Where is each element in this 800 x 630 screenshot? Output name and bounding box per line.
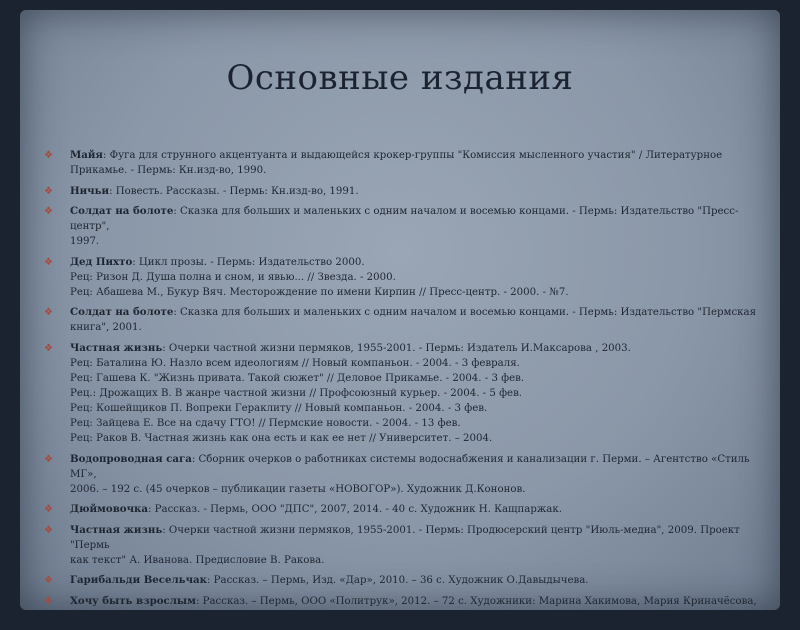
item-text: Рец: Раков В. Частная жизнь как она есть и как ее нет // Университет. – 2004. <box>70 432 493 444</box>
list-item <box>44 573 760 588</box>
bullet-icon: ❖ <box>44 307 53 319</box>
item-text: : Сказка для больших и маленьких с одним началом и восемью концами. - Пермь: Издательство "Пресс-центр", <box>70 206 739 233</box>
bullet-icon: ❖ <box>44 256 53 268</box>
item-text: : Сказка для больших и маленьких с одним началом и восемью концами. - Пермь: Издательство "Пермская <box>173 307 757 319</box>
item-line <box>70 452 760 482</box>
item-title: Хочу быть взрослым <box>70 594 196 607</box>
list-item <box>44 452 760 497</box>
item-text: Рец: Зайцева Е. Все на сдачу ГТО! // Пермские новости. - 2004. - 13 фев. <box>70 417 461 429</box>
item-line <box>70 148 760 163</box>
list-item <box>44 502 760 517</box>
item-text: : Рассказ. – Пермь, ООО «Политрук», 2012. – 72 с. Художники: Марина Хакимова, Мария Криначёсова, <box>195 595 757 607</box>
item-title: Частная жизнь <box>70 341 163 354</box>
item-title: Дюймовочка <box>70 503 148 516</box>
item-text: Прикамье. - Пермь: Кн.изд-во, 1990. <box>70 165 267 176</box>
list-item <box>44 255 760 300</box>
item-line <box>70 270 760 285</box>
item-text: книга", 2001. <box>70 322 142 334</box>
item-line <box>70 255 760 270</box>
item-text: Рец: Абашева М., Букур Вяч. Месторождение по имени Кирпин // Пресс-центр. - 2000. - №7. <box>70 286 569 298</box>
item-text: : Рассказ. – Пермь, Изд. «Дар», 2010. – 36 с. Художник О.Давыдычева. <box>207 575 589 587</box>
item-title: Майя <box>70 149 103 161</box>
item-title: Солдат на болоте <box>70 205 174 218</box>
item-line <box>70 356 760 371</box>
item-line <box>70 482 760 497</box>
bullet-icon: ❖ <box>44 595 53 607</box>
item-text: Рец: Баталина Ю. Назло всем идеологиям // Новый компаньон. - 2004. - 3 февраля. <box>70 357 520 369</box>
item-title: Солдат на болоте <box>70 306 174 319</box>
list-item <box>44 184 760 199</box>
item-line <box>70 234 760 249</box>
item-text: : Очерки частной жизни пермяков, 1955-2001. - Пермь: Издатель И.Максарова , 2003. <box>162 342 631 354</box>
item-line <box>70 431 760 446</box>
item-line <box>70 523 760 553</box>
item-line <box>70 609 760 624</box>
item-title: Ничьи <box>70 184 110 197</box>
item-line <box>70 341 760 356</box>
item-title: Гарибальди Весельчак <box>70 574 207 587</box>
list-item <box>44 305 760 335</box>
item-text: 2006. – 192 с. (45 очерков – публикации газеты «НОВОГОР»). Художник Д.Кононов. <box>70 483 526 495</box>
bullet-icon: ❖ <box>44 453 53 465</box>
item-title: Водопроводная сага <box>70 452 192 465</box>
bullet-icon: ❖ <box>44 150 53 161</box>
item-text: как текст" А. Иванова. Предисловие В. Ракова. <box>70 554 325 566</box>
item-text: : Цикл прозы. - Пермь: Издательство 2000. <box>132 256 365 268</box>
item-line <box>70 386 760 401</box>
item-text: : Сборник очерков о работниках системы водоснабжения и канализации г. Перми. – Агентство «Стиль МГ», <box>70 453 750 480</box>
item-text: 1997. <box>70 236 100 248</box>
item-text: : Повесть. Рассказы. - Пермь: Кн.изд-во, 1991. <box>109 185 359 197</box>
item-line <box>70 204 760 234</box>
item-text: Рец: Гашева К. "Жизнь привата. Такой сюжет" // Деловое Прикамье. - 2004. - 3 фев. <box>70 372 525 384</box>
item-title: Дед Пихто <box>70 255 133 268</box>
item-line <box>70 163 760 178</box>
item-title: Частная жизнь <box>70 523 163 536</box>
item-text: Рец: Кошейщиков П. Вопреки Гераклиту // Новый компаньон. - 2004. - 3 фев. <box>70 402 488 414</box>
item-line <box>70 371 760 386</box>
item-line <box>70 594 760 609</box>
publications-list <box>44 148 760 630</box>
bullet-icon: ❖ <box>44 575 53 587</box>
list-item <box>44 204 760 249</box>
bullet-icon: ❖ <box>44 342 53 354</box>
list-item <box>44 523 760 568</box>
item-line <box>70 401 760 416</box>
list-item <box>44 341 760 446</box>
item-text: : Очерки частной жизни пермяков, 1955-2001. - Пермь: Продюсерский центр "Июль-медиа", 2009. Проект "Пермь <box>70 524 740 551</box>
list-item <box>44 594 760 624</box>
bullet-icon: ❖ <box>44 185 53 197</box>
item-line <box>70 573 760 588</box>
bullet-icon: ❖ <box>44 504 53 516</box>
slide-title: Основные издания <box>226 58 574 98</box>
item-line <box>70 285 760 300</box>
bullet-icon: ❖ <box>44 206 53 218</box>
item-line <box>70 502 760 517</box>
item-text: : Фуга для струнного акцентуанта и выдающейся крокер-группы "Комиссия мысленного участия" / Литературное <box>102 150 723 161</box>
item-line <box>70 320 760 335</box>
item-line <box>70 305 760 320</box>
item-line <box>70 553 760 568</box>
item-text: : Рассказ. - Пермь, ООО "ДПС", 2007, 2014. - 40 с. Художник Н. Кащпаржак. <box>148 504 562 516</box>
item-line <box>70 416 760 431</box>
item-text: Наталья Макарихина, Анна Мармыгина. <box>70 610 291 622</box>
item-text: Рец.: Дрожащих В. В жанре частной жизни // Профсоюзный курьер. - 2004. - 5 фев. <box>70 387 523 399</box>
item-line <box>70 184 760 199</box>
item-text: Рец: Ризон Д. Душа полна и сном, и явью... // Звезда. - 2000. <box>70 271 396 283</box>
bullet-icon: ❖ <box>44 524 53 536</box>
list-item <box>44 148 760 178</box>
